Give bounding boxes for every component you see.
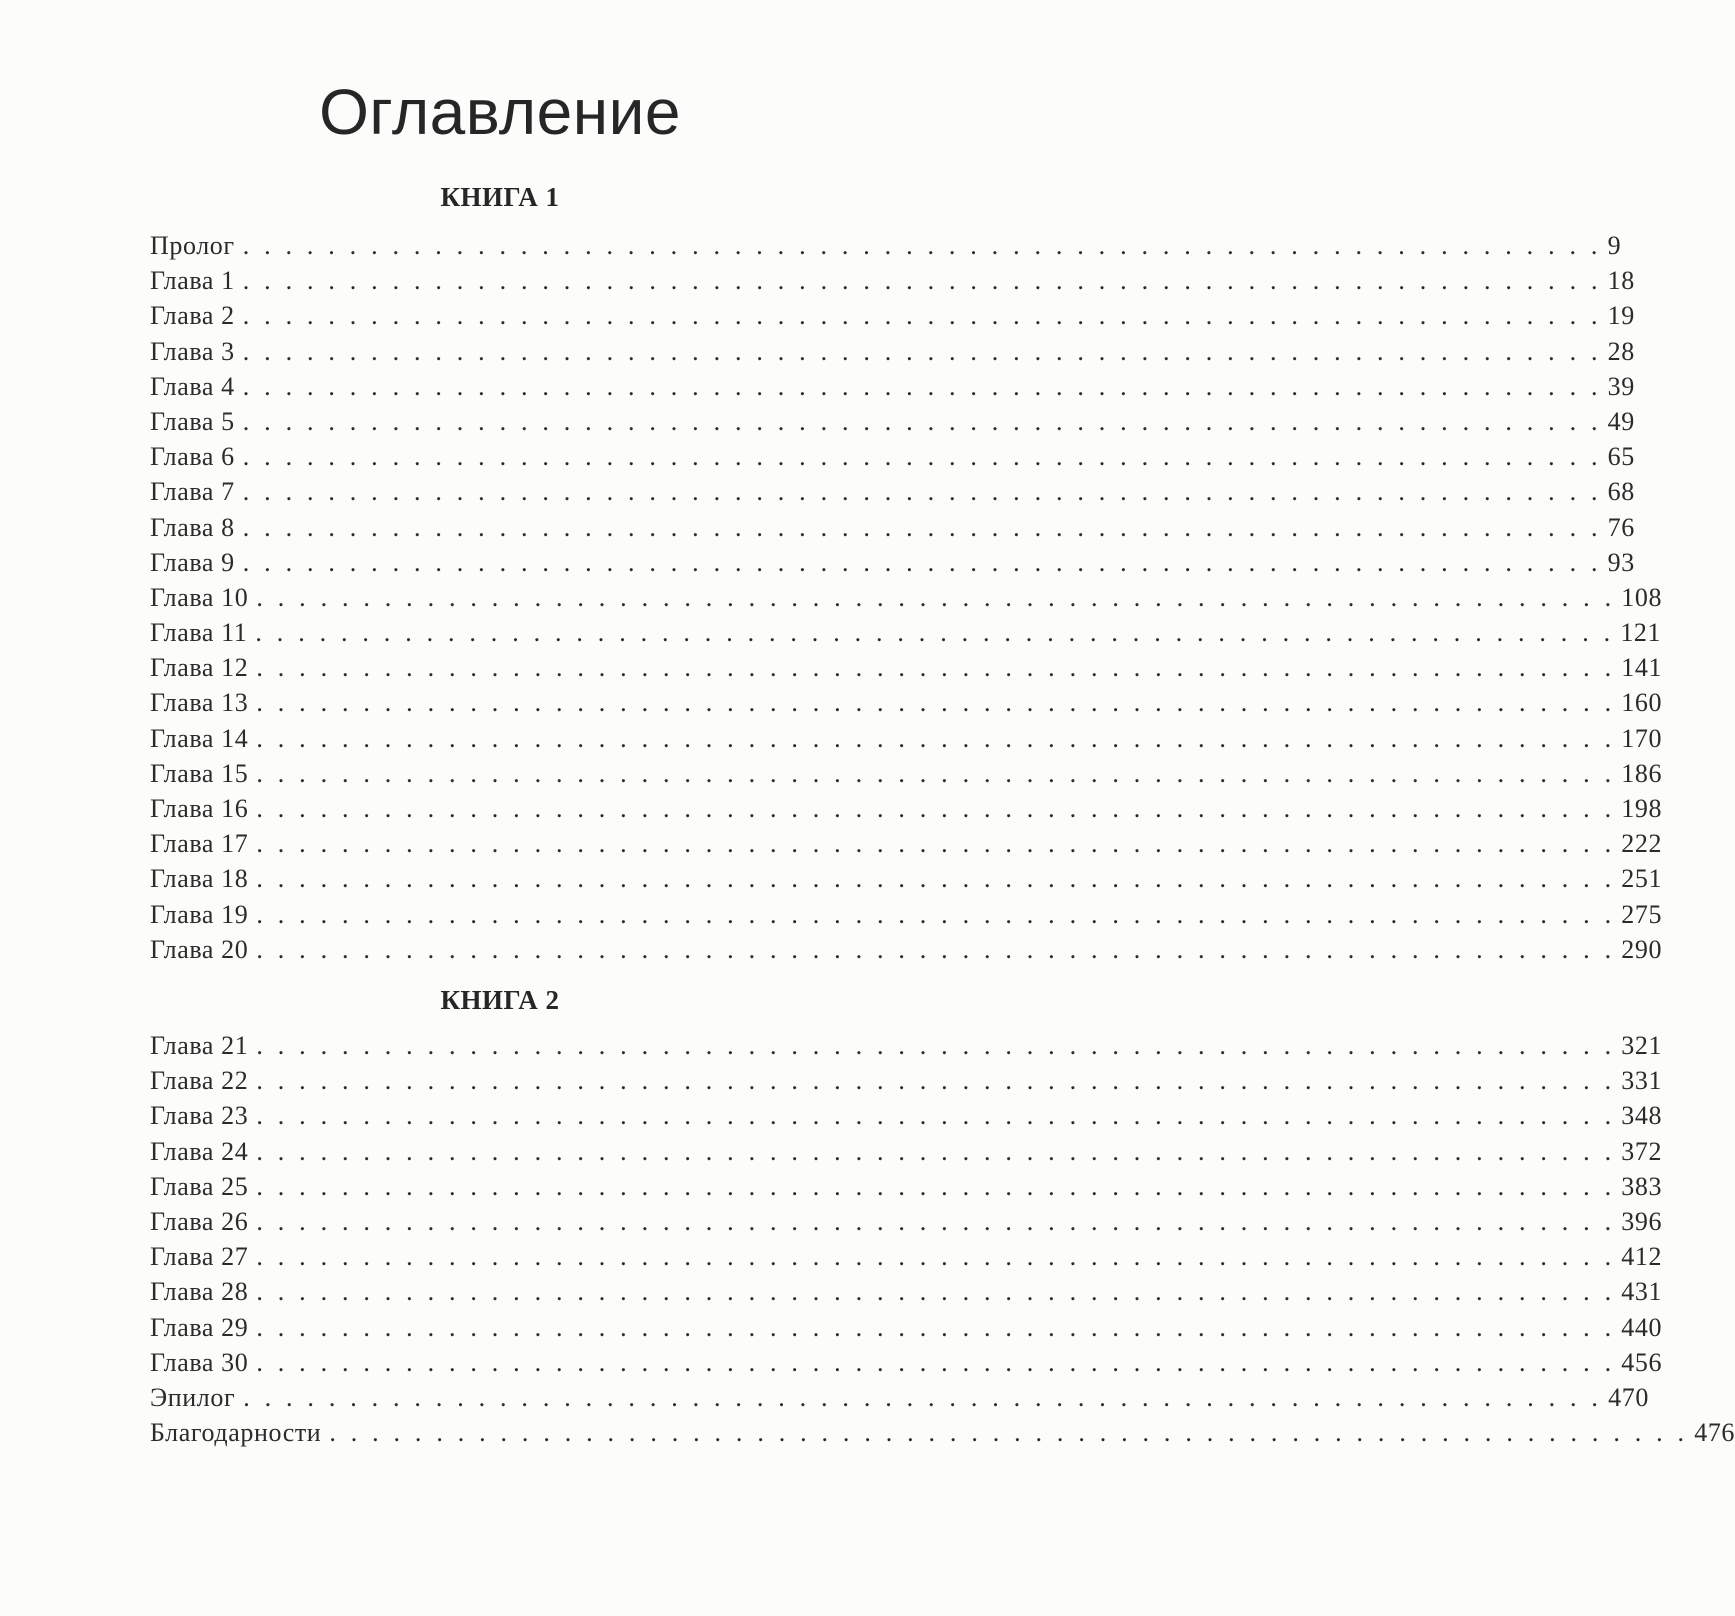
entry-page-number: 290 [1621,934,1663,964]
toc-entry [150,685,1663,720]
toc-entry [150,404,1635,439]
toc-entry [150,791,1663,826]
dot-leader: . . . . . . . . . . . . . . . . . . . . . . . . . . . . . . . . . . . . . . . . . . . . . . . . . . . . . . . . . . . . . . . . [242,477,1602,507]
toc-entry [150,897,1663,932]
entry-page-number: 321 [1621,1031,1663,1060]
entry-page-number: 141 [1621,653,1663,683]
toc-entry [150,1274,1663,1309]
entry-title: Глава 19 [150,899,249,929]
dot-leader: . . . . . . . . . . . . . . . . . . . . . . . . . . . . . . . . . . . . . . . . . . . . . . . . . . . . . . . . . . . . . . . . [256,1066,1616,1096]
entry-title: Глава 6 [150,442,235,472]
toc-entry [150,334,1635,369]
entry-page-number: 251 [1621,864,1663,894]
entry-page-number: 39 [1607,371,1635,401]
entry-page-number: 456 [1621,1347,1663,1377]
entry-title: Глава 18 [150,864,249,894]
entry-title: Глава 21 [150,1031,249,1060]
entry-title: Глава 2 [150,301,235,331]
entry-title: Глава 27 [150,1242,249,1272]
toc-entry [150,615,1662,650]
toc-entry [150,580,1663,615]
book-heading-2: КНИГА 2 [440,985,560,1015]
entry-title: Глава 9 [150,547,235,577]
toc-entry [150,1063,1663,1098]
dot-leader: . . . . . . . . . . . . . . . . . . . . . . . . . . . . . . . . . . . . . . . . . . . . . . . . . . . . . . . . . . . . . . . . [256,1242,1616,1272]
entry-page-number: 68 [1607,477,1635,507]
entry-page-number: 470 [1608,1382,1649,1412]
dot-leader: . . . . . . . . . . . . . . . . . . . . . . . . . . . . . . . . . . . . . . . . . . . . . . . . . . . . . . . . . . . . . . . . [242,266,1602,296]
entry-title: Глава 7 [150,477,235,507]
entry-page-number: 222 [1621,829,1663,859]
entry-title: Благодарности [150,1418,322,1448]
dot-leader: . . . . . . . . . . . . . . . . . . . . . . . . . . . . . . . . . . . . . . . . . . . . . . . . . . . . . . . . . . . . . . . . [329,1418,1689,1448]
entry-title: Глава 26 [150,1206,249,1236]
entry-page-number: 331 [1621,1066,1663,1096]
dot-leader: . . . . . . . . . . . . . . . . . . . . . . . . . . . . . . . . . . . . . . . . . . . . . . . . . . . . . . . . . . . . . . . . [256,829,1616,859]
toc-entry [150,826,1663,861]
entry-title: Глава 11 [150,618,248,648]
entry-page-number: 18 [1607,266,1635,296]
entry-title: Глава 28 [150,1277,249,1307]
entry-title: Глава 15 [150,758,249,788]
dot-leader: . . . . . . . . . . . . . . . . . . . . . . . . . . . . . . . . . . . . . . . . . . . . . . . . . . . . . . . . . . . . . . . . [256,1206,1616,1236]
toc-entry [150,545,1635,580]
entry-title: Глава 23 [150,1101,249,1131]
entry-page-number: 476 [1694,1418,1735,1448]
toc-list-book-1 [150,228,1663,967]
entry-page-number: 108 [1621,582,1663,612]
entry-page-number: 431 [1621,1277,1663,1307]
toc-entry [150,721,1663,756]
entry-title: Глава 22 [150,1066,249,1096]
entry-page-number: 19 [1607,301,1635,331]
dot-leader: . . . . . . . . . . . . . . . . . . . . . . . . . . . . . . . . . . . . . . . . . . . . . . . . . . . . . . . . . . . . . . . . [243,1382,1603,1412]
dot-leader: . . . . . . . . . . . . . . . . . . . . . . . . . . . . . . . . . . . . . . . . . . . . . . . . . . . . . . . . . . . . . . . . [242,442,1602,472]
entry-page-number: 186 [1621,758,1663,788]
dot-leader: . . . . . . . . . . . . . . . . . . . . . . . . . . . . . . . . . . . . . . . . . . . . . . . . . . . . . . . . . . . . . . . . [255,618,1615,648]
dot-leader: . . . . . . . . . . . . . . . . . . . . . . . . . . . . . . . . . . . . . . . . . . . . . . . . . . . . . . . . . . . . . . . . [256,1031,1616,1060]
toc-entry [150,474,1635,509]
entry-page-number: 198 [1621,794,1663,823]
dot-leader: . . . . . . . . . . . . . . . . . . . . . . . . . . . . . . . . . . . . . . . . . . . . . . . . . . . . . . . . . . . . . . . . [256,794,1616,823]
toc-entry [150,263,1635,298]
entry-title: Глава 24 [150,1136,249,1166]
entry-page-number: 9 [1607,231,1622,260]
dot-leader: . . . . . . . . . . . . . . . . . . . . . . . . . . . . . . . . . . . . . . . . . . . . . . . . . . . . . . . . . . . . . . . . [256,1277,1616,1307]
toc-entry [150,369,1635,404]
entry-title: Глава 30 [150,1347,249,1377]
entry-page-number: 440 [1621,1312,1663,1342]
entry-page-number: 93 [1607,547,1635,577]
dot-leader: . . . . . . . . . . . . . . . . . . . . . . . . . . . . . . . . . . . . . . . . . . . . . . . . . . . . . . . . . . . . . . . . [256,1347,1616,1377]
toc-entry [150,1380,1649,1415]
entry-title: Глава 16 [150,794,249,823]
dot-leader: . . . . . . . . . . . . . . . . . . . . . . . . . . . . . . . . . . . . . . . . . . . . . . . . . . . . . . . . . . . . . . . . [256,1101,1616,1131]
entry-title: Эпилог [150,1382,236,1412]
entry-page-number: 372 [1621,1136,1663,1166]
dot-leader: . . . . . . . . . . . . . . . . . . . . . . . . . . . . . . . . . . . . . . . . . . . . . . . . . . . . . . . . . . . . . . . . [242,231,1602,260]
dot-leader: . . . . . . . . . . . . . . . . . . . . . . . . . . . . . . . . . . . . . . . . . . . . . . . . . . . . . . . . . . . . . . . . [242,512,1602,542]
entry-page-number: 396 [1621,1206,1663,1236]
entry-title: Глава 14 [150,723,249,753]
dot-leader: . . . . . . . . . . . . . . . . . . . . . . . . . . . . . . . . . . . . . . . . . . . . . . . . . . . . . . . . . . . . . . . . [242,301,1602,331]
toc-entry [150,1028,1663,1063]
dot-leader: . . . . . . . . . . . . . . . . . . . . . . . . . . . . . . . . . . . . . . . . . . . . . . . . . . . . . . . . . . . . . . . . [256,1136,1616,1166]
entry-title: Глава 8 [150,512,235,542]
toc-entry [150,1310,1663,1345]
toc-entry [150,510,1635,545]
entry-page-number: 160 [1621,688,1663,718]
dot-leader: . . . . . . . . . . . . . . . . . . . . . . . . . . . . . . . . . . . . . . . . . . . . . . . . . . . . . . . . . . . . . . . . [242,406,1602,436]
toc-entry [150,1098,1663,1133]
entry-title: Глава 1 [150,266,235,296]
entry-title: Глава 10 [150,582,249,612]
dot-leader: . . . . . . . . . . . . . . . . . . . . . . . . . . . . . . . . . . . . . . . . . . . . . . . . . . . . . . . . . . . . . . . . [256,864,1616,894]
entry-page-number: 275 [1621,899,1663,929]
toc-entry [150,1345,1663,1380]
dot-leader: . . . . . . . . . . . . . . . . . . . . . . . . . . . . . . . . . . . . . . . . . . . . . . . . . . . . . . . . . . . . . . . . [242,547,1602,577]
entry-page-number: 65 [1607,442,1635,472]
toc-entry [150,228,1622,263]
dot-leader: . . . . . . . . . . . . . . . . . . . . . . . . . . . . . . . . . . . . . . . . . . . . . . . . . . . . . . . . . . . . . . . . [256,723,1616,753]
entry-title: Глава 17 [150,829,249,859]
entry-page-number: 28 [1607,336,1635,366]
toc-entry [150,1415,1735,1450]
toc-entry [150,1239,1663,1274]
dot-leader: . . . . . . . . . . . . . . . . . . . . . . . . . . . . . . . . . . . . . . . . . . . . . . . . . . . . . . . . . . . . . . . . [256,1171,1616,1201]
dot-leader: . . . . . . . . . . . . . . . . . . . . . . . . . . . . . . . . . . . . . . . . . . . . . . . . . . . . . . . . . . . . . . . . [256,582,1616,612]
toc-entry [150,1134,1663,1169]
entry-page-number: 383 [1621,1171,1663,1201]
toc-entry [150,861,1663,896]
book-heading-1: КНИГА 1 [440,182,560,212]
page-title: Оглавление [319,76,681,148]
dot-leader: . . . . . . . . . . . . . . . . . . . . . . . . . . . . . . . . . . . . . . . . . . . . . . . . . . . . . . . . . . . . . . . . [256,653,1616,683]
dot-leader: . . . . . . . . . . . . . . . . . . . . . . . . . . . . . . . . . . . . . . . . . . . . . . . . . . . . . . . . . . . . . . . . [256,758,1616,788]
dot-leader: . . . . . . . . . . . . . . . . . . . . . . . . . . . . . . . . . . . . . . . . . . . . . . . . . . . . . . . . . . . . . . . . [256,934,1616,964]
toc-entry [150,650,1663,685]
dot-leader: . . . . . . . . . . . . . . . . . . . . . . . . . . . . . . . . . . . . . . . . . . . . . . . . . . . . . . . . . . . . . . . . [242,336,1602,366]
toc-entry [150,932,1663,967]
entry-page-number: 76 [1607,512,1635,542]
entry-title: Глава 13 [150,688,249,718]
entry-title: Глава 29 [150,1312,249,1342]
entry-page-number: 348 [1621,1101,1663,1131]
entry-title: Глава 12 [150,653,249,683]
entry-page-number: 49 [1607,406,1635,436]
entry-page-number: 121 [1620,618,1662,648]
toc-entry [150,1204,1663,1239]
entry-page-number: 170 [1621,723,1663,753]
dot-leader: . . . . . . . . . . . . . . . . . . . . . . . . . . . . . . . . . . . . . . . . . . . . . . . . . . . . . . . . . . . . . . . . [256,1312,1616,1342]
entry-title: Пролог [150,231,235,260]
dot-leader: . . . . . . . . . . . . . . . . . . . . . . . . . . . . . . . . . . . . . . . . . . . . . . . . . . . . . . . . . . . . . . . . [242,371,1602,401]
toc-entry [150,1169,1663,1204]
entry-title: Глава 25 [150,1171,249,1201]
entry-title: Глава 20 [150,934,249,964]
entry-title: Глава 3 [150,336,235,366]
entry-page-number: 412 [1621,1242,1663,1272]
toc-entry [150,298,1635,333]
entry-title: Глава 4 [150,371,235,401]
toc-entry [150,756,1663,791]
toc-entry [150,439,1635,474]
entry-title: Глава 5 [150,406,235,436]
dot-leader: . . . . . . . . . . . . . . . . . . . . . . . . . . . . . . . . . . . . . . . . . . . . . . . . . . . . . . . . . . . . . . . . [256,899,1616,929]
toc-list-book-2 [150,1028,1735,1450]
dot-leader: . . . . . . . . . . . . . . . . . . . . . . . . . . . . . . . . . . . . . . . . . . . . . . . . . . . . . . . . . . . . . . . . [256,688,1616,718]
